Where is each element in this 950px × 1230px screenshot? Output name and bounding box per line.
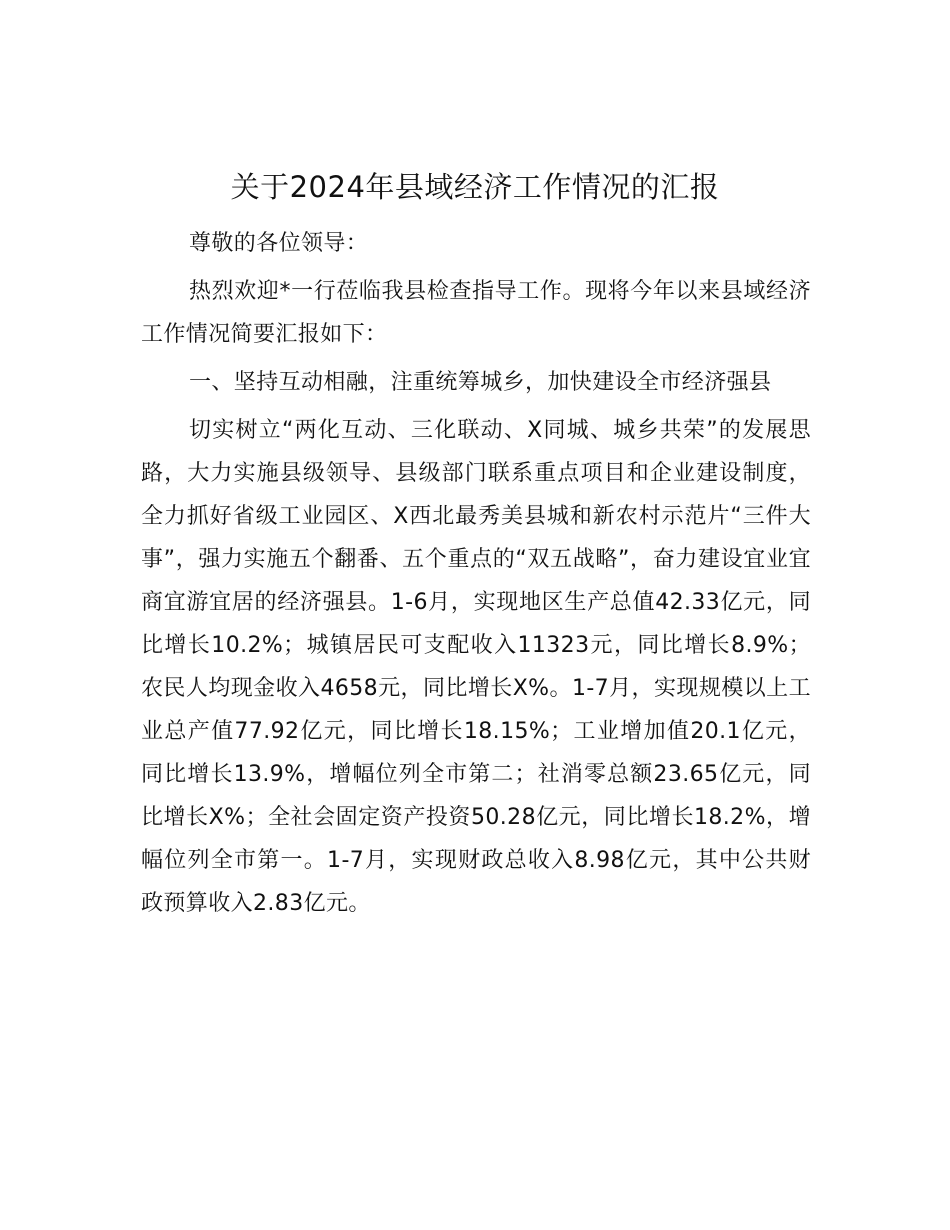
body-paragraph: 切实树立“两化互动、三化联动、X同城、城乡共荣”的发展思路，大力实施县级领导、县级部门联系重点项目和企业建设制度，全力抓好省级工业园区、X西北最秀美县城和新农村示范片“三件大事”，强力实施五个翻番、五个重点的“双五战略”，奋力建设宜业宜商宜游宜居的经济强县。1-6月，实现地区生产总值42.33亿元，同比增长10.2%；城镇居民可支配收入11323元，同比增长8.9%；农民人均现金收入4658元，同比增长X%。1-7月，实现规模以上工业总产值77.92亿元，同比增长18.15%；工业增加值20.1亿元，同比增长13.9%，增幅位列全市第二；社消零总额23.65亿元，同比增长X%；全社会固定资产投资50.28亿元，同比增长18.2%，增幅位列全市第一。1-7月，实现财政总收入8.98亿元，其中公共财政预算收入2.83亿元。	[141, 418, 811, 916]
salutation-paragraph: 尊敬的各位领导：	[189, 231, 369, 256]
section-heading-paragraph: 一、坚持互动相融，注重统筹城乡，加快建设全市经济强县	[189, 370, 772, 395]
intro-paragraph: 热烈欢迎*一行莅临我县检查指导工作。现将今年以来县域经济工作情况简要汇报如下：	[141, 279, 811, 347]
document-title: 关于2024年县域经济工作情况的汇报	[230, 170, 720, 204]
document-body	[141, 222, 811, 925]
